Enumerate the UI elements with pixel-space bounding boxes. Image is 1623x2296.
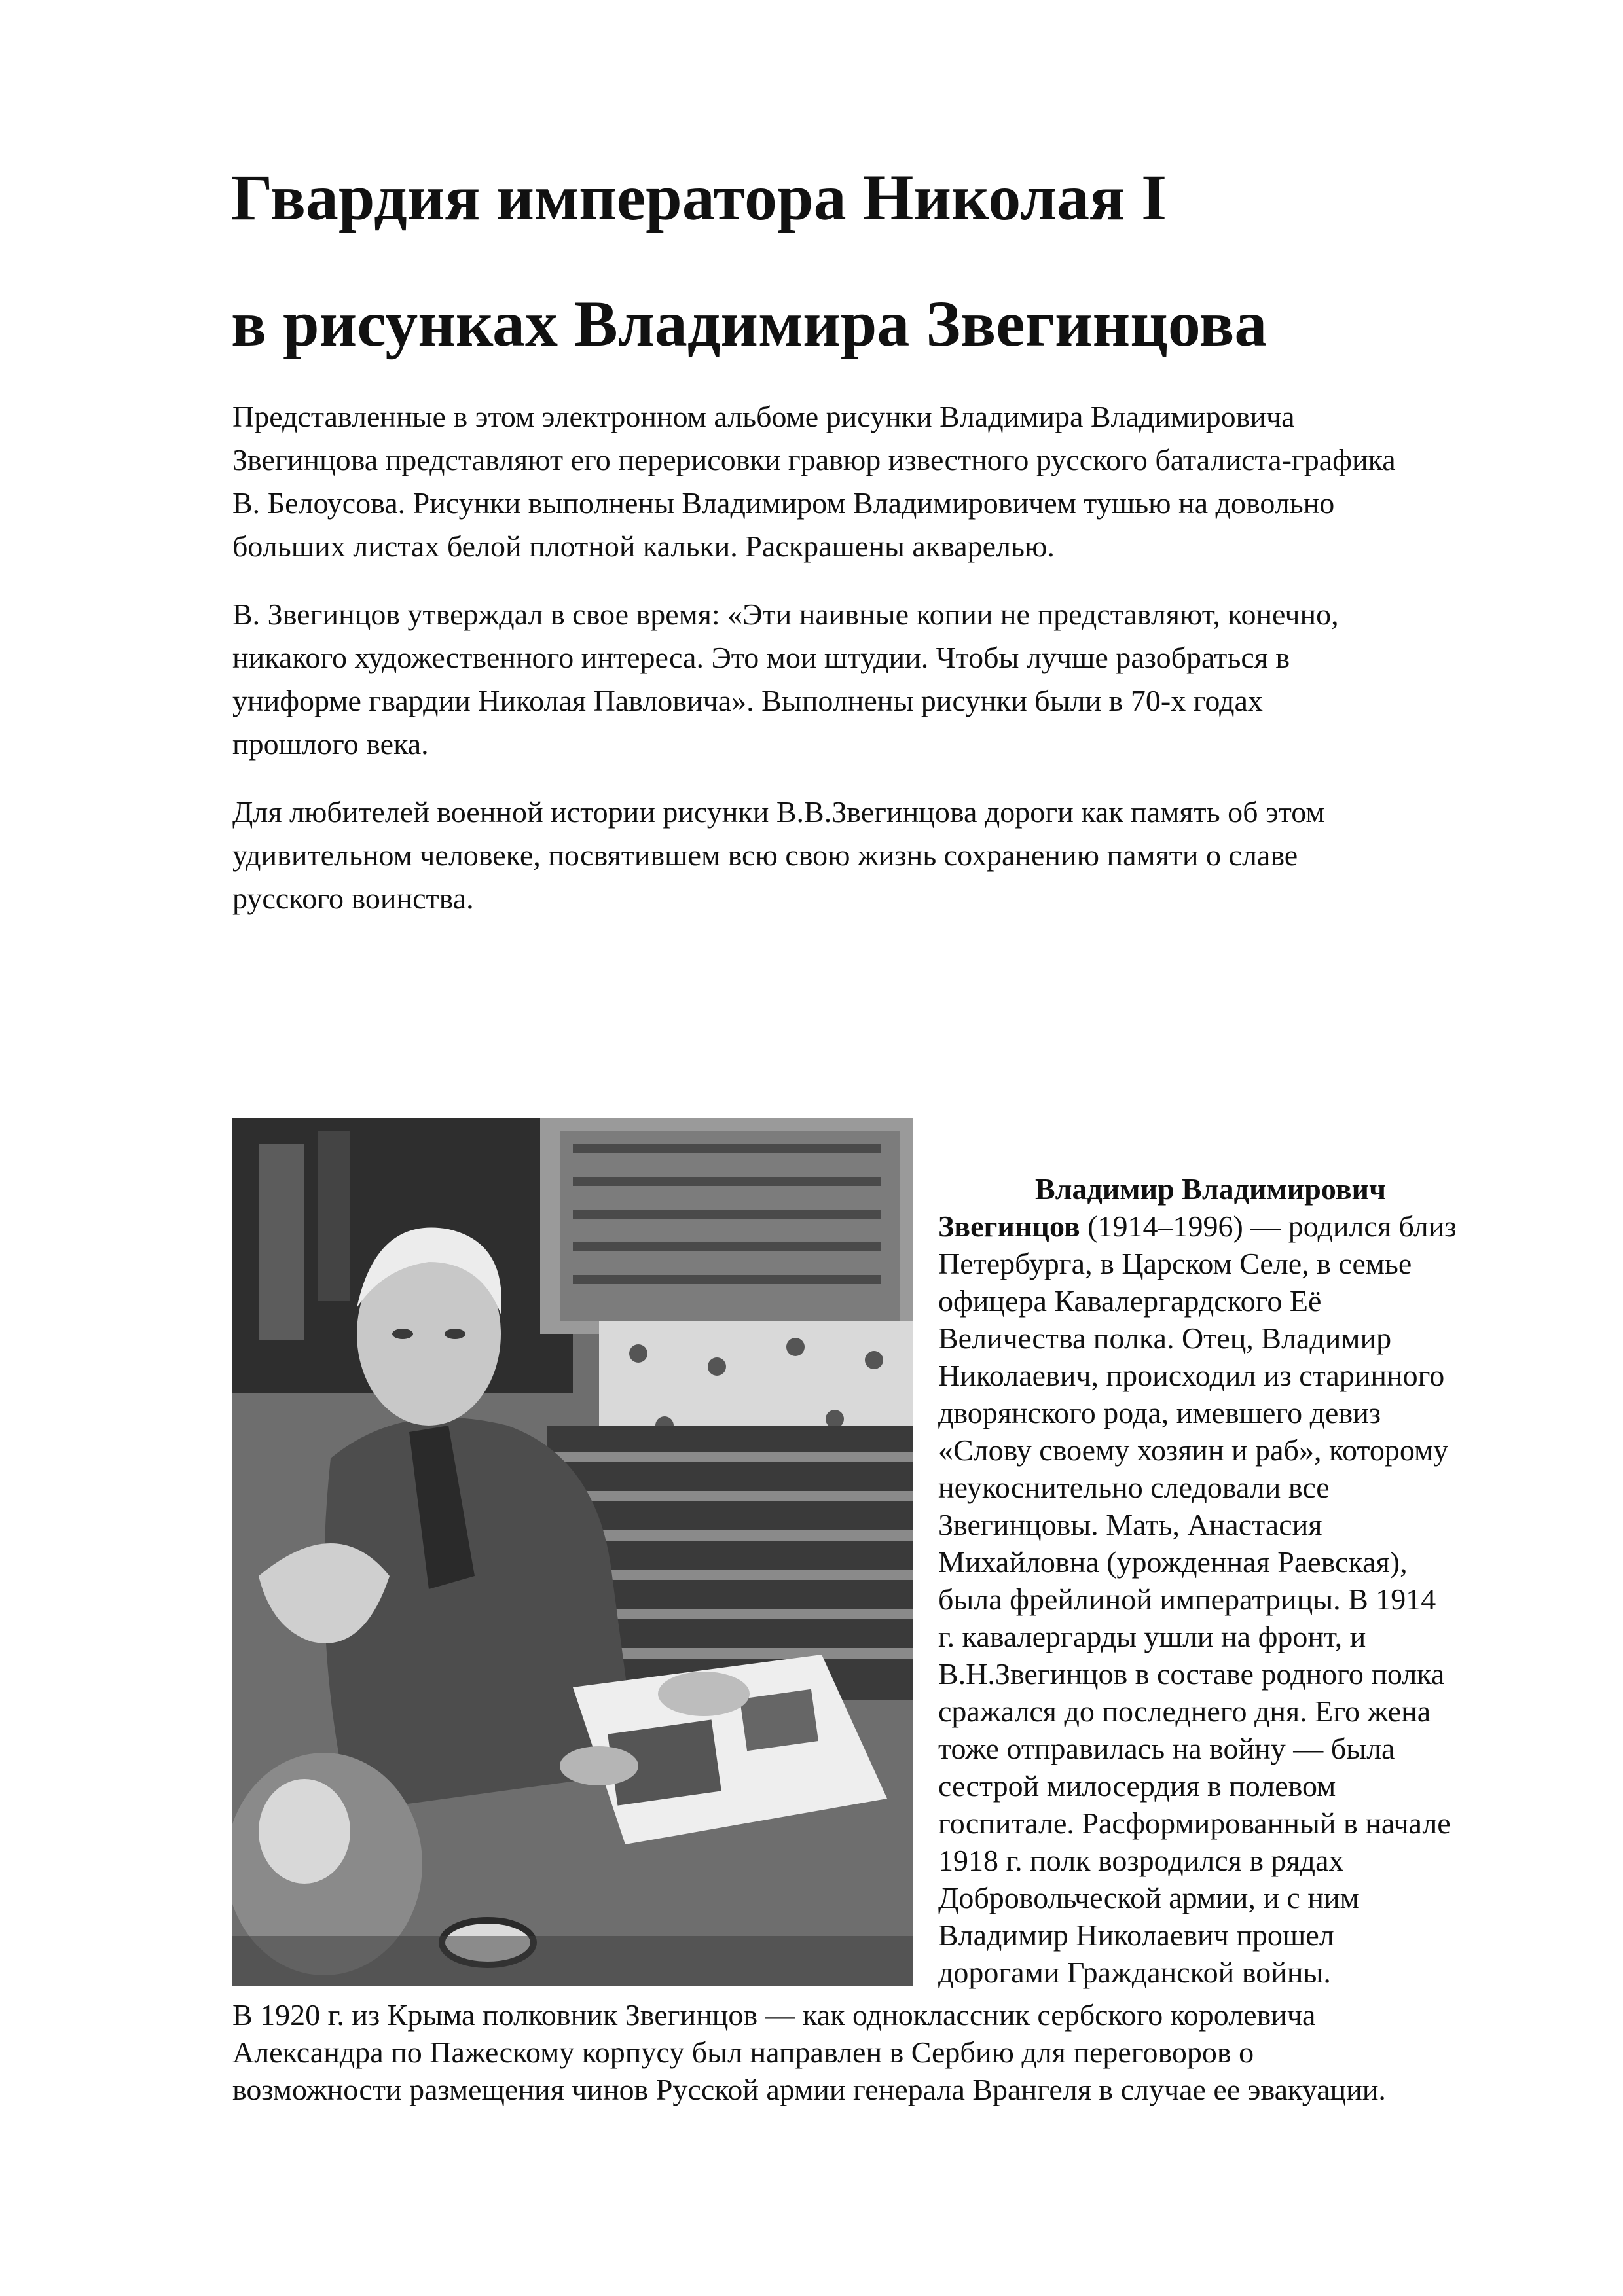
text-line: удивительном человеке, посвятившем всю свою жизнь сохранению памяти о славе	[232, 838, 1298, 872]
text-line: Петербурга, в Царском Селе, в семье	[938, 1247, 1412, 1280]
text-line: сестрой милосердия в полевом	[938, 1769, 1336, 1803]
text-line: возможности размещения чинов Русской армии генерала Врангеля в случае ее эвакуации.	[232, 2073, 1386, 2106]
text-line: Добровольческой армии, и с ним	[938, 1881, 1359, 1914]
text-line: Михайловна (урожденная Раевская),	[938, 1545, 1408, 1579]
text-line: дорогами Гражданской войны.	[938, 1956, 1331, 1989]
text-line: Для любителей военной истории рисунки В.В.Звегинцова дороги как память об этом	[232, 795, 1325, 829]
text-line: русского воинства.	[232, 882, 474, 915]
text-line: В. Звегинцов утверждал в свое время: «Эти наивные копии не представляют, конечно,	[232, 598, 1339, 631]
text-line: офицера Кавалергардского Её	[938, 1284, 1322, 1318]
text-line: В.Н.Звегинцов в составе родного полка	[938, 1657, 1445, 1691]
text-line: г. кавалергарды ушли на фронт, и	[938, 1620, 1366, 1653]
text-line: дворянского рода, имевшего девиз	[938, 1396, 1381, 1429]
text-line: Звегинцова представляют его перерисовки гравюр известного русского баталиста-графика	[232, 443, 1396, 476]
portrait-photo	[232, 1118, 913, 1986]
text-line: тоже отправилась на войну — была	[938, 1732, 1395, 1765]
text-line: никакого художественного интереса. Это мои штудии. Чтобы лучше разобраться в	[232, 641, 1290, 674]
closing-paragraph	[232, 1996, 1575, 2108]
intro-paragraph-1	[232, 395, 1509, 568]
text-line: Николаевич, происходил из старинного	[938, 1359, 1445, 1392]
text-line: госпитале. Расформированный в начале	[938, 1806, 1451, 1840]
bio-name-line-2: Звегинцов	[938, 1210, 1080, 1243]
intro-paragraph-2	[232, 593, 1509, 766]
text-line: Представленные в этом электронном альбоме рисунки Владимира Владимировича	[232, 400, 1295, 433]
text-line: была фрейлиной императрицы. В 1914	[938, 1583, 1436, 1616]
text-line: больших листах белой плотной кальки. Раскрашены акварелью.	[232, 529, 1055, 563]
text-line: Звегинцовы. Мать, Анастасия	[938, 1508, 1322, 1541]
text-line: Владимир Николаевич прошел	[938, 1918, 1334, 1952]
page-title-line-2: в рисунках Владимира Звегинцова	[231, 287, 1267, 360]
text-line: прошлого века.	[232, 727, 429, 761]
bio-name-line-1: Владимир Владимирович	[1035, 1172, 1387, 1206]
text-line: Величества полка. Отец, Владимир	[938, 1321, 1392, 1355]
text-line: униформе гвардии Николая Павловича». Выполнены рисунки были в 70-х годах	[232, 684, 1263, 717]
text-line: неукоснительно следовали все	[938, 1471, 1330, 1504]
intro-paragraph-3	[232, 791, 1509, 920]
text-line: «Слову своему хозяин и раб», которому	[938, 1433, 1449, 1467]
text-line: В. Белоусова. Рисунки выполнены Владимиром Владимировичем тушью на довольно	[232, 486, 1335, 520]
text-line: Александра по Пажескому корпусу был направлен в Сербию для переговоров о	[232, 2036, 1254, 2069]
text-line: В 1920 г. из Крыма полковник Звегинцов — как одноклассник сербского королевича	[232, 1998, 1316, 2032]
text-line: 1918 г. полк возродился в рядах	[938, 1844, 1344, 1877]
biography-text	[938, 1170, 1593, 1991]
text-line: (1914–1996) — родился близ	[1080, 1210, 1457, 1243]
text-line: сражался до последнего дня. Его жена	[938, 1695, 1431, 1728]
page-title-line-1: Гвардия императора Николая I	[231, 161, 1167, 234]
